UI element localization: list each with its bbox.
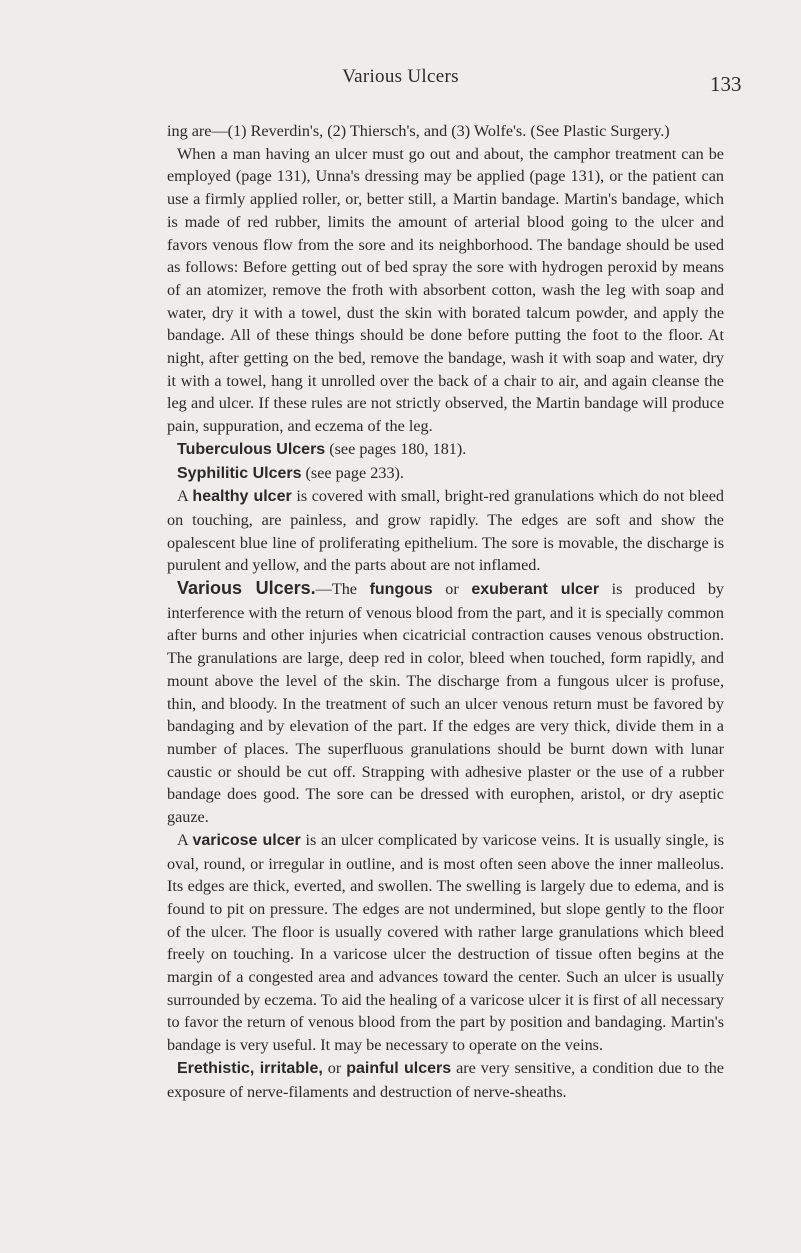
paragraph-erethistic-ulcers: Erethistic, irritable, or painful ulcers are very sensitive, a condition due to the exposure of nerve-filaments and destruction of nerve-sheaths. [167, 1058, 724, 1101]
term-heading: fungous [369, 581, 433, 599]
term-heading: exuberant ulcer [471, 581, 600, 599]
section-heading: Various Ulcers. [177, 578, 316, 599]
term-heading: healthy ulcer [192, 488, 292, 506]
paragraph-continuation: ing are—(1) Reverdin's, (2) Thiersch's, and (3) Wolfe's. (See Plastic Surgery.) [167, 122, 670, 140]
paragraph-varicose-ulcer: A varicose ulcer is an ulcer complicated by varicose veins. It is usually single, is oval, round, or irregular in outline, and is most often seen above the inner malleolus. Its edges are thick, everted, and swollen. The swelling is largely due to edema, and is found to pit on pressure. The edges are not undermined, but slope gently to the floor of the ulcer. The floor is usually covered with rather large granulations which bleed freely on touching. In a varicose ulcer the destruction of tissue often begins at the margin of a congested area and advances toward the center. Such an ulcer is usually surrounded by eczema. To aid the healing of a varicose ulcer it is first of all necessary to favor the return of venous blood from the part by position and bandaging. Martin's bandage is very useful. It may be necessary to operate on the veins. [167, 830, 724, 1055]
term-heading: Syphilitic Ulcers [177, 464, 302, 482]
page-number: 133 [710, 72, 742, 96]
paragraph-martin-bandage: When a man having an ulcer must go out and about, the camphor treatment can be employed (page 131), Unna's dressing may be applied (page 131), or the patient can use a firmly applied roller, or, better still, a Martin bandage. Martin's bandage, which is made of red rubber, limits the amount of arterial blood going to the ulcer and favors venous flow from the sore and its neighborhood. The bandage should be used as follows: Before getting out of bed spray the sore with hydrogen peroxid by means of an atomizer, remove the froth with absorbent cotton, wash the leg with soap and water, dry it with a towel, dust the skin with borated talcum powder, and apply the bandage. All of these things should be done before putting the foot to the floor. At night, after getting on the bed, remove the bandage, wash it with soap and water, dry it with a towel, hang it unrolled over the back of a chair to air, and again cleanse the leg and ulcer. If these rules are not strictly observed, the Martin bandage will produce pain, suppuration, and eczema of the leg. [167, 144, 724, 436]
body-text [167, 120, 724, 1103]
paragraph-syphilitic-ulcers: Syphilitic Ulcers (see page 233). [177, 463, 404, 482]
paragraph-tuberculous-ulcers: Tuberculous Ulcers (see pages 180, 181). [177, 439, 467, 458]
term-heading: Tuberculous Ulcers [177, 440, 326, 458]
running-title: Various Ulcers [342, 66, 459, 87]
paragraph-healthy-ulcer: A healthy ulcer is covered with small, bright-red granulations which do not bleed on touching, are painless, and grow rapidly. The edges are soft and show the opalescent blue line of proliferating epithelium. The sore is movable, the discharge is purulent and yellow, and the parts about are not inflamed. [167, 487, 725, 575]
term-heading: painful ulcers [346, 1059, 452, 1077]
term-heading: Erethistic, irritable, [177, 1059, 323, 1077]
term-heading: varicose ulcer [192, 831, 301, 849]
paragraph-various-ulcers: Various Ulcers.—The fungous or exuberant ulcer is produced by interference with the return of venous blood from the part, and it is specially common after burns and other injuries when cicatricial contraction causes venous obstruction. The granulations are large, deep red in color, bleed when touched, form rapidly, and mount above the level of the skin. The discharge from a fungous ulcer is profuse, thin, and bloody. In the treatment of such an ulcer venous return must be favored by bandaging and by elevation of the part. If the edges are very thick, divide them in a number of places. The superfluous granulations should be burnt down with lunar caustic or should be cut off. Strapping with adhesive plaster or the use of a rubber bandage does good. The sore can be dressed with europhen, aristol, or dry aseptic gauze. [167, 578, 725, 827]
